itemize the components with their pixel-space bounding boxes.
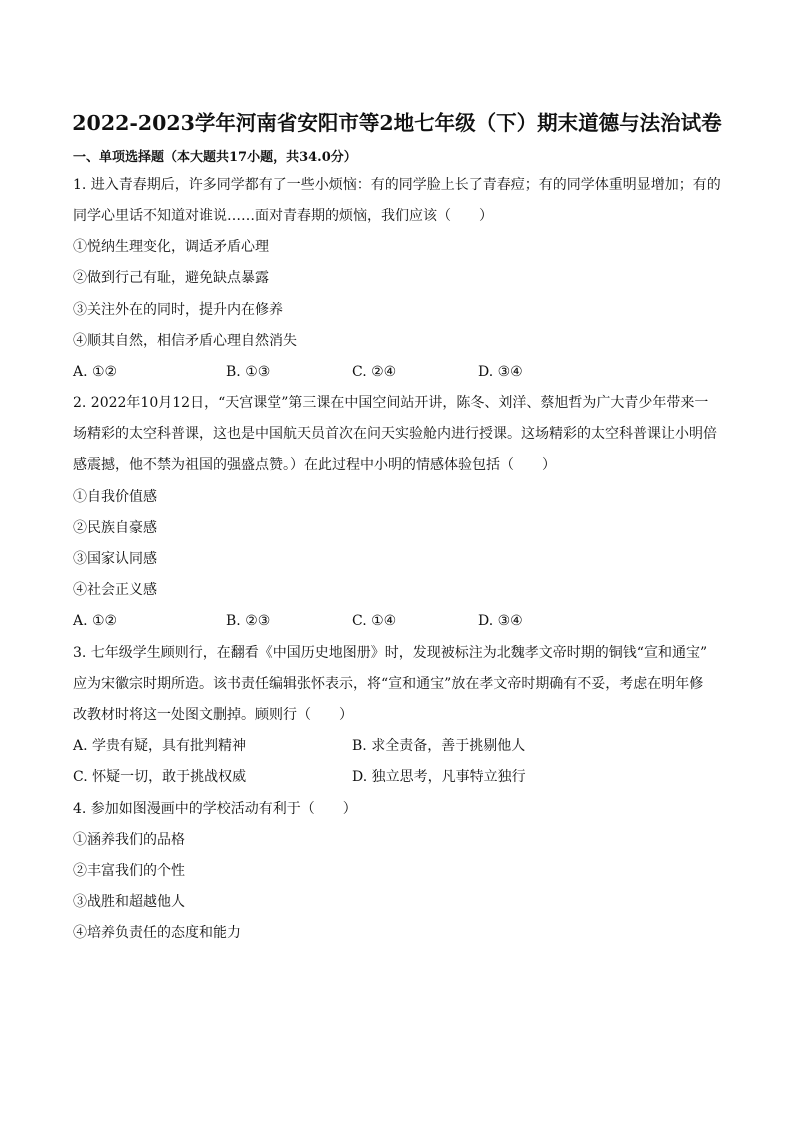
q3-option-d[interactable]: D. 独立思考，凡事特立独行 — [352, 769, 526, 785]
q3-stem-line-1: 3. 七年级学生顾则行，在翻看《中国历史地图册》时，发现被标注为北魏孝文帝时期的铜钱“宣和通宝” — [73, 645, 708, 661]
q1-item-2: ②做到行己有耻，避免缺点暴露 — [73, 270, 269, 286]
q1-option-d[interactable]: D. ③④ — [478, 364, 523, 380]
q1-option-a[interactable]: A. ①② — [73, 364, 118, 380]
q3-option-a[interactable]: A. 学贵有疑，具有批判精神 — [73, 738, 247, 754]
q1-option-c[interactable]: C. ②④ — [352, 364, 397, 380]
q1-item-4: ④顺其自然，相信矛盾心理自然消失 — [73, 333, 297, 349]
q4-item-1: ①涵养我们的品格 — [73, 832, 185, 848]
q1-option-b[interactable]: B. ①③ — [226, 364, 271, 380]
q1-item-1: ①悦纳生理变化，调适矛盾心理 — [73, 239, 269, 255]
q4-item-4: ④培养负责任的态度和能力 — [73, 925, 241, 941]
q2-option-b[interactable]: B. ②③ — [226, 613, 271, 629]
q1-stem-line-2: 同学心里话不知道对谁说……面对青春期的烦恼，我们应该（ ） — [73, 208, 493, 224]
q3-stem-line-3: 改教材时将这一处图文删掉。顾则行（ ） — [73, 707, 353, 723]
q2-option-d[interactable]: D. ③④ — [478, 613, 523, 629]
q2-item-2: ②民族自豪感 — [73, 520, 157, 536]
q3-option-b[interactable]: B. 求全责备，善于挑剔他人 — [352, 738, 526, 754]
q1-item-3: ③关注外在的同时，提升内在修养 — [73, 302, 283, 318]
q4-stem-line-1: 4. 参加如图漫画中的学校活动有利于（ ） — [73, 801, 357, 817]
q2-stem-line-2: 场精彩的太空科普课，这也是中国航天员首次在问天实验舱内进行授课。这场精彩的太空科普课让小明倍 — [73, 426, 717, 442]
q4-item-2: ②丰富我们的个性 — [73, 863, 185, 879]
section-heading: 一、单项选择题（本大题共17小题，共34.0分） — [73, 150, 357, 165]
q1-stem-line-1: 1. 进入青春期后，许多同学都有了一些小烦恼：有的同学脸上长了青春痘；有的同学体重明显增加；有的 — [73, 177, 721, 193]
q4-item-3: ③战胜和超越他人 — [73, 894, 185, 910]
q2-stem-line-1: 2. 2022年10月12日，“天宫课堂”第三课在中国空间站开讲，陈冬、刘洋、蔡旭哲为广大青少年带来一 — [73, 395, 709, 411]
q2-option-a[interactable]: A. ①② — [73, 613, 118, 629]
q3-stem-line-2: 应为宋徽宗时期所造。该书责任编辑张怀表示，将“宣和通宝”放在孝文帝时期确有不妥，考虑在明年修 — [73, 676, 704, 692]
page-title: 2022-2023学年河南省安阳市等2地七年级（下）期末道德与法治试卷 — [72, 111, 722, 135]
q2-option-c[interactable]: C. ①④ — [352, 613, 397, 629]
q2-item-4: ④社会正义感 — [73, 582, 157, 598]
q2-item-1: ①自我价值感 — [73, 489, 157, 505]
q2-stem-line-3: 感震撼，他不禁为祖国的强盛点赞。）在此过程中小明的情感体验包括（ ） — [73, 457, 556, 473]
q2-item-3: ③国家认同感 — [73, 551, 157, 567]
q3-option-c[interactable]: C. 怀疑一切，敢于挑战权威 — [73, 769, 247, 785]
